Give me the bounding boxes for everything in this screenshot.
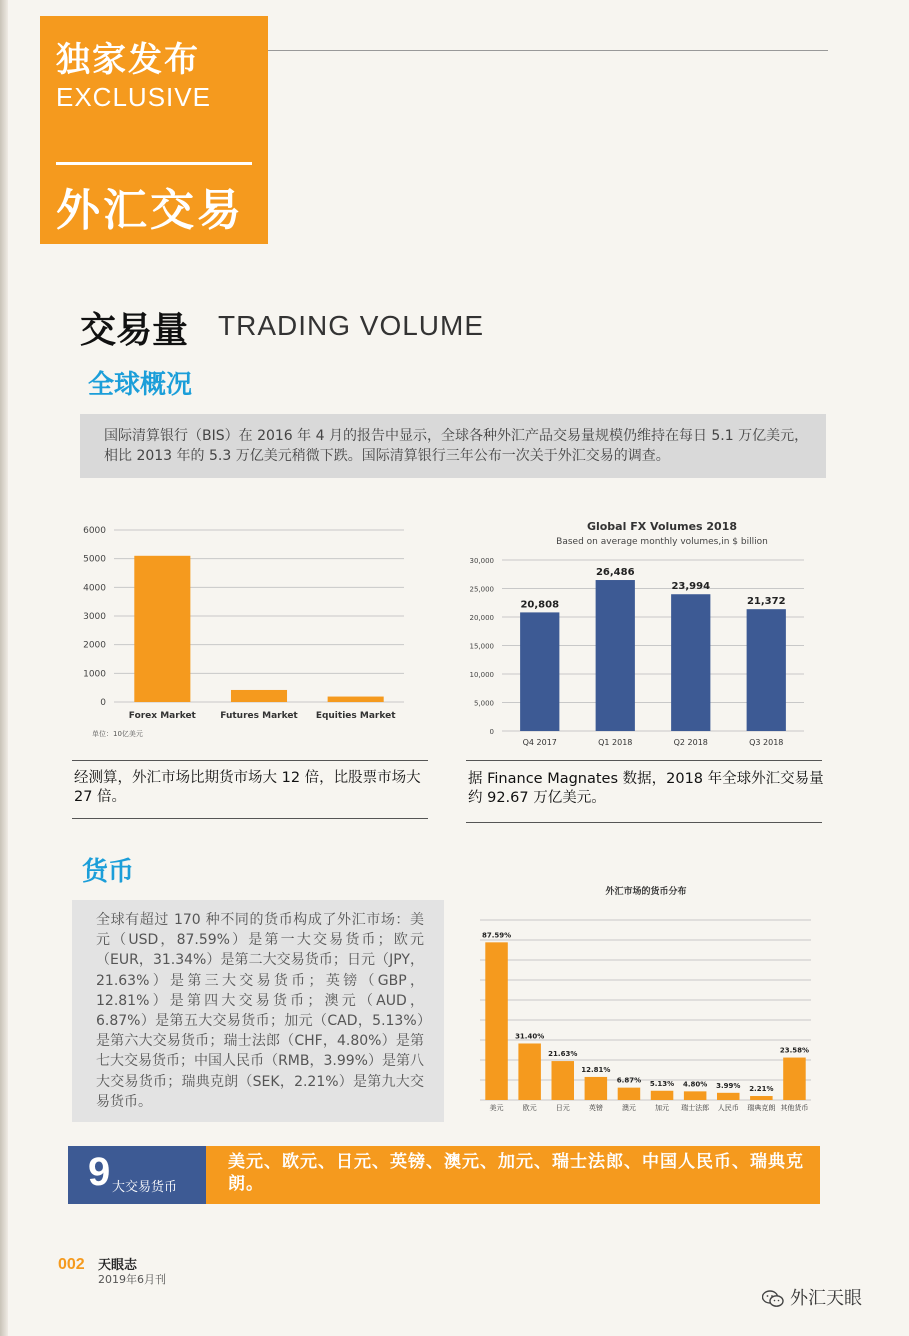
bar xyxy=(231,690,287,702)
magazine-name: 天眼志 xyxy=(98,1258,138,1273)
banner-number: 9 xyxy=(88,1150,111,1194)
bar xyxy=(717,1093,740,1100)
x-category-label: Q2 2018 xyxy=(673,738,708,747)
y-tick-label: 4000 xyxy=(83,583,106,594)
bar xyxy=(684,1091,707,1100)
x-category-label: Futures Market xyxy=(220,711,298,721)
header-section-name: 外汇交易 xyxy=(56,185,244,236)
x-category-label: 加元 xyxy=(655,1104,670,1112)
value-label: 4.80% xyxy=(683,1080,708,1089)
chart-subtitle: Based on average monthly volumes,in $ billion xyxy=(556,537,768,547)
bar xyxy=(618,1088,641,1100)
y-tick-label: 6000 xyxy=(83,526,106,536)
value-label: 87.59% xyxy=(481,931,512,940)
bar xyxy=(750,1096,773,1100)
intro-banner xyxy=(80,414,826,478)
value-label: 5.13% xyxy=(649,1079,675,1088)
value-label: 6.87% xyxy=(616,1076,642,1085)
header-badge xyxy=(40,16,268,244)
caption-left-bottom-rule xyxy=(72,818,428,819)
value-label: 23,994 xyxy=(671,581,711,593)
y-tick-label: 25,000 xyxy=(469,585,494,594)
intro-text: 国际清算银行（BIS）在 2016 年 4 月的报告中显示，全球各种外汇产品交易量规模仍维持在每日 5.1 万亿美元，相比 2013 年的 5.3 万亿美元稍微下跌。国际清算银行三年公布一次关于外汇交易的调查。 xyxy=(104,428,809,464)
x-category-label: 欧元 xyxy=(522,1104,537,1112)
chart-title: 外汇市场的货币分布 xyxy=(605,887,687,897)
bar xyxy=(520,612,559,731)
y-tick-label: 30,000 xyxy=(469,557,494,565)
unit-note: 单位：10亿美元 xyxy=(92,730,143,738)
section-title-en: TRADING VOLUME xyxy=(218,310,485,341)
banner-count-block xyxy=(68,1146,206,1204)
value-label: 31.40% xyxy=(515,1032,545,1041)
header-title-en: EXCLUSIVE xyxy=(56,82,211,112)
x-category-label: 其他货币 xyxy=(780,1104,809,1112)
page-number: 002 xyxy=(58,1256,85,1273)
currency-text-box xyxy=(72,900,444,1122)
currency-text: 全球有超过 170 种不同的货币构成了外汇市场：美元（USD，87.59%）是第一大交易货币；欧元（EUR，31.34%）是第二大交易货币；日元（JPY，21.63%）是第三大交易货币；英镑（GBP，12.81%）是第四大交易货币；澳元（AUD，6.87%）是第五大交易货币；加元（CAD，5.13%）是第六大交易货币；瑞士法郎（CHF，4.80%）是第七大交易货币；中国人民币（RMB，3.99%）是第八大交易货币；瑞典克朗（SEK，2.21%）是第九大交易货币。 xyxy=(96,912,424,1110)
bar xyxy=(671,594,710,731)
x-category-label: Q1 2018 xyxy=(598,738,633,747)
y-tick-label: 0 xyxy=(100,698,106,708)
value-label: 23.58% xyxy=(779,1046,810,1055)
bar xyxy=(328,697,384,702)
value-label: 20,808 xyxy=(520,599,560,611)
subtitle-overview: 全球概况 xyxy=(88,370,193,400)
top-rule xyxy=(268,50,828,51)
y-tick-label: 5,000 xyxy=(473,699,494,708)
caption-right-bottom-rule xyxy=(466,822,822,823)
x-category-label: 美元 xyxy=(489,1104,504,1112)
caption-left: 经测算，外汇市场比期货市场大 12 倍，比股票市场大 27 倍。 xyxy=(74,770,421,805)
value-label: 21,372 xyxy=(746,596,786,608)
y-tick-label: 1000 xyxy=(83,669,106,680)
bar xyxy=(596,580,635,731)
value-label: 3.99% xyxy=(716,1081,741,1090)
caption-right-top-rule xyxy=(466,760,822,761)
page-binding-edge xyxy=(0,0,8,1336)
wechat-account-name: 外汇天眼 xyxy=(790,1288,862,1309)
issue-date: 2019年6月刊 xyxy=(98,1273,166,1286)
market-size-chart xyxy=(74,515,434,745)
header-title-cn: 独家发布 xyxy=(56,40,200,80)
x-category-label: Q4 2017 xyxy=(522,738,557,747)
x-category-label: Equities Market xyxy=(315,711,396,721)
caption-left-top-rule xyxy=(72,760,428,761)
y-tick-label: 15,000 xyxy=(469,642,494,651)
y-tick-label: 3000 xyxy=(83,612,106,622)
x-category-label: Q3 2018 xyxy=(749,738,784,747)
banner-list-block xyxy=(206,1146,820,1204)
x-category-label: 澳元 xyxy=(621,1104,636,1112)
subtitle-currency: 货币 xyxy=(82,857,135,887)
value-label: 12.81% xyxy=(581,1065,611,1074)
bar xyxy=(551,1061,574,1100)
y-tick-label: 20,000 xyxy=(469,614,494,622)
currency-distribution-chart xyxy=(466,880,816,1120)
section-title: 交易量 xyxy=(80,310,189,351)
bar xyxy=(651,1091,674,1100)
header-divider xyxy=(56,162,252,165)
x-category-label: 日元 xyxy=(555,1104,570,1112)
value-label: 26,486 xyxy=(595,567,635,579)
fx-volumes-chart xyxy=(466,515,826,750)
x-category-label: Forex Market xyxy=(128,711,196,721)
bar xyxy=(783,1058,806,1100)
y-tick-label: 5000 xyxy=(83,554,106,565)
bar xyxy=(585,1077,608,1100)
x-category-label: 英镑 xyxy=(588,1104,603,1112)
y-tick-label: 2000 xyxy=(83,640,106,651)
bar xyxy=(134,556,190,702)
banner-currency-list: 美元、欧元、日元、英镑、澳元、加元、瑞士法郎、中国人民币、瑞典克朗。 xyxy=(228,1152,804,1194)
bar xyxy=(518,1043,541,1100)
bar xyxy=(747,609,786,731)
x-category-label: 瑞士法郎 xyxy=(681,1104,710,1112)
bar xyxy=(485,942,508,1100)
wechat-icon xyxy=(762,1290,784,1308)
caption-right: 据 Finance Magnates 数据，2018 年全球外汇交易量约 92.67 万亿美元。 xyxy=(468,771,824,806)
x-category-label: 人民币 xyxy=(717,1104,739,1112)
value-label: 2.21% xyxy=(749,1085,774,1094)
x-category-label: 瑞典克朗 xyxy=(747,1104,776,1112)
y-tick-label: 10,000 xyxy=(469,671,494,679)
chart-title: Global FX Volumes 2018 xyxy=(586,520,738,533)
banner-label: 大交易货币 xyxy=(112,1180,178,1195)
y-tick-label: 0 xyxy=(489,728,494,736)
value-label: 21.63% xyxy=(548,1050,578,1059)
top-currencies-banner xyxy=(68,1146,820,1204)
